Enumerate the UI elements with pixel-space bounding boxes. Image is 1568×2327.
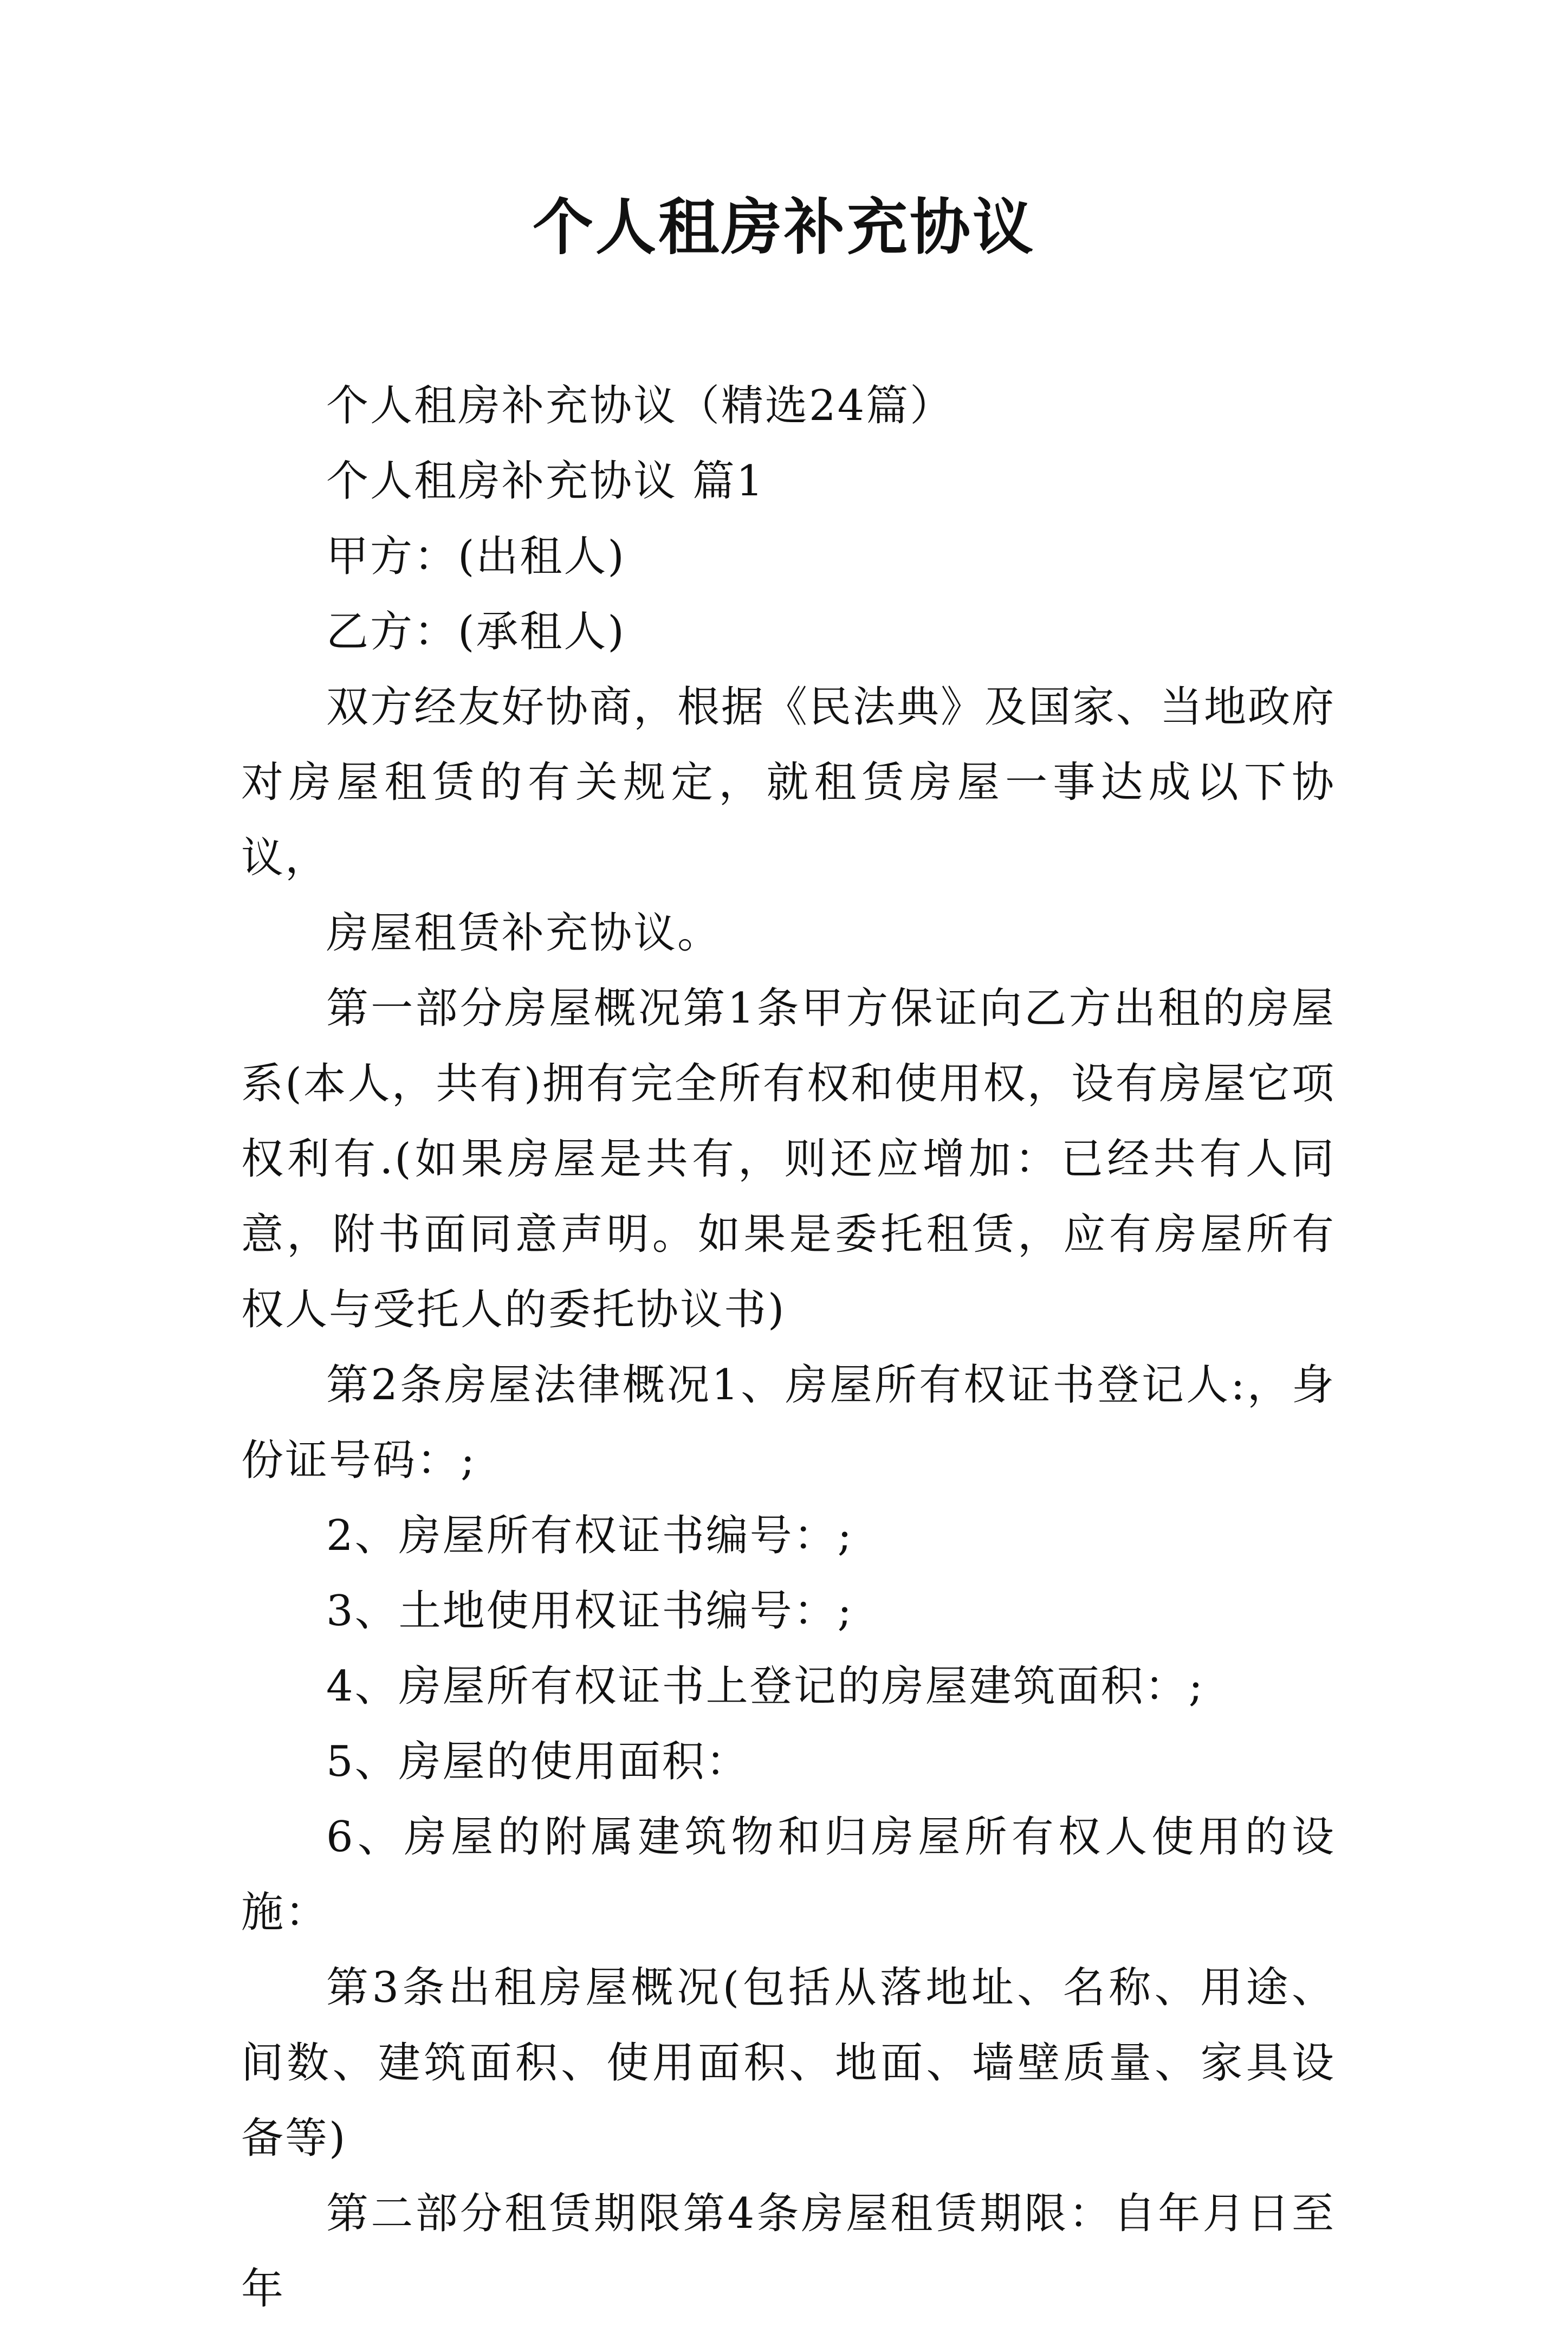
document-title: 个人租房补充协议 xyxy=(533,192,1035,263)
paragraph-article-2: 第2条房屋法律概况1、房屋所有权证书登记人:，身份证号码：; xyxy=(241,1361,1336,1485)
paragraph-item-6: 6、房屋的附属建筑物和归房屋所有权人使用的设施： xyxy=(241,1813,1336,1937)
paragraph-item-3: 3、土地使用权证书编号：; xyxy=(326,1587,853,1636)
paragraph-article-heading: 个人租房补充协议 篇1 xyxy=(326,457,765,506)
paragraph-collection-heading: 个人租房补充协议（精选24篇） xyxy=(326,382,954,430)
paragraph-agreement-intro: 双方经友好协商，根据《民法典》及国家、当地政府对房屋租赁的有关规定，就租赁房屋一事达成以下协议， xyxy=(241,683,1336,882)
paragraph-item-4: 4、房屋所有权证书上登记的房屋建筑面积：; xyxy=(326,1662,1204,1711)
paragraph-article-3: 第3条出租房屋概况(包括从落地址、名称、用途、间数、建筑面积、使用面积、地面、墙壁质量、家具设备等) xyxy=(241,1963,1336,2163)
paragraph-article-1: 第一部分房屋概况第1条甲方保证向乙方出租的房屋系(本人，共有)拥有完全所有权和使用权，设有房屋它项权利有.(如果房屋是共有，则还应增加：已经共有人同意，附书面同意声明。如果是委托租赁，应有房屋所有权人与受托人的委托协议书) xyxy=(241,984,1336,1334)
paragraph-agreement-name: 房屋租赁补充协议。 xyxy=(326,909,722,958)
paragraph-item-2: 2、房屋所有权证书编号：; xyxy=(326,1511,853,1560)
document-body xyxy=(241,369,1336,2327)
paragraph-party-a: 甲方：(出租人) xyxy=(326,532,626,581)
paragraph-party-b: 乙方：(承租人) xyxy=(326,607,626,656)
paragraph-article-4: 第二部分租赁期限第4条房屋租赁期限：自年月日至年 xyxy=(241,2189,1336,2313)
paragraph-item-5: 5、房屋的使用面积： xyxy=(326,1737,750,1786)
